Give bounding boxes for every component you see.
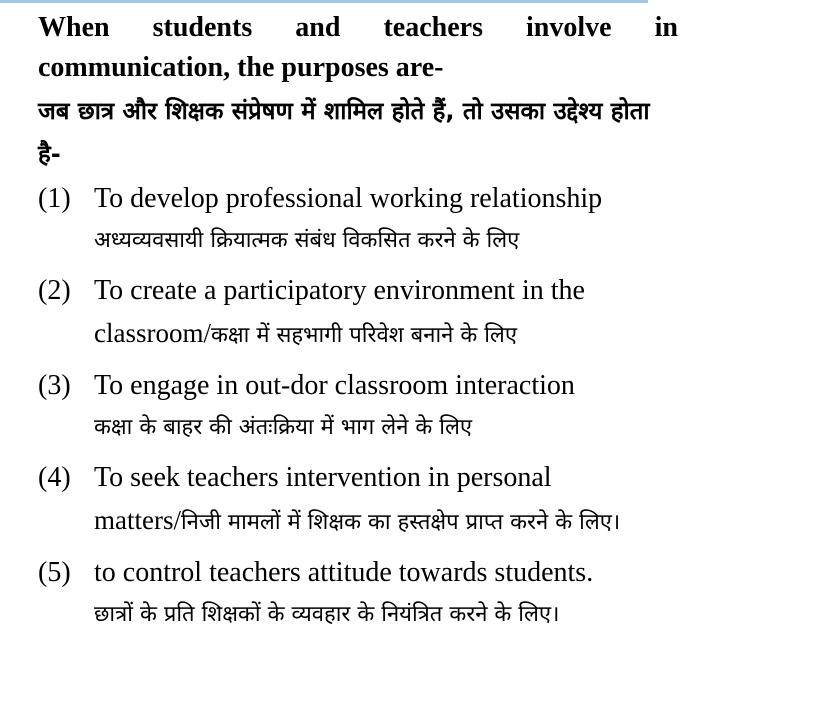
option-1 xyxy=(38,178,680,262)
option-5 xyxy=(38,552,680,636)
question xyxy=(38,8,678,176)
option-number: (2) xyxy=(38,275,71,306)
option-number: (5) xyxy=(38,557,71,588)
option-3 xyxy=(38,365,680,449)
option-mixed-line xyxy=(94,312,680,357)
option-english: To create a participatory environment in the xyxy=(94,275,585,306)
options-list xyxy=(38,178,680,644)
question-hindi: जब छात्र और शिक्षक संप्रेषण में शामिल होते हैं, तो उसका उद्देश्य होता है- xyxy=(38,97,650,168)
option-number: (4) xyxy=(38,462,71,493)
option-english-tail: classroom/ xyxy=(94,318,211,348)
option-hindi: निजी मामलों में शिक्षक का हस्तक्षेप प्राप्त करने के लिए। xyxy=(180,510,621,535)
option-hindi: छात्रों के प्रति शिक्षकों के व्यवहार के नियंत्रित करने के लिए। xyxy=(94,602,560,627)
top-rule xyxy=(0,0,648,3)
option-number: (3) xyxy=(38,370,71,401)
option-english: To engage in out-dor classroom interaction xyxy=(94,370,575,401)
option-mixed-line xyxy=(94,499,680,544)
option-2 xyxy=(38,270,680,357)
option-number: (1) xyxy=(38,183,71,214)
option-english: To seek teachers intervention in personal xyxy=(94,462,552,493)
option-english-tail: matters/ xyxy=(94,505,181,535)
question-english: When students and teachers involve in communication, the purposes are- xyxy=(38,12,678,83)
option-hindi: अध्यव्यवसायी क्रियात्मक संबंध विकसित करने के लिए xyxy=(94,228,520,253)
option-english: To develop professional working relationship xyxy=(94,183,603,214)
option-4 xyxy=(38,457,680,544)
option-hindi: कक्षा के बाहर की अंतःक्रिया में भाग लेने के लिए xyxy=(94,415,473,440)
option-english: to control teachers attitude towards students. xyxy=(94,557,594,588)
option-hindi: कक्षा में सहभागी परिवेश बनाने के लिए xyxy=(210,323,518,348)
